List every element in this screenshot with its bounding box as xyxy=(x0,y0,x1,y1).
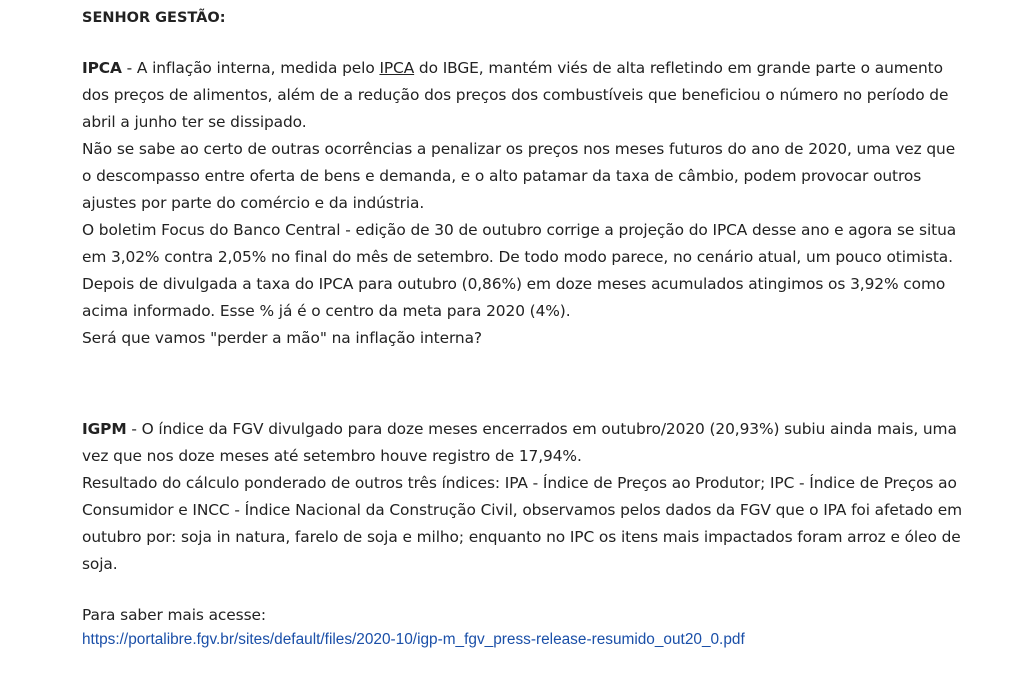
ipca-paragraph-3: O boletim Focus do Banco Central - edição de 30 de outubro corrige a projeção do IPCA desse ano e agora se situa em 3,02% contra 2,05% no final do mês de setembro. De todo modo parece, no cenário atual, um pouco otimista. xyxy=(82,221,957,266)
igpm-paragraph-2: Resultado do cálculo ponderado de outros três índices: IPA - Índice de Preços ao Produtor; IPC - Índice de Preços ao Consumidor e INCC - Índice Nacional da Construção Civil, observamos pelos dados da FGV que o IPA foi afetado em outubro por: soja in natura, farelo de soja e milho; enquanto no IPC os itens mais impactados foram arroz e óleo de soja. xyxy=(82,474,963,573)
ipca-paragraph-1 xyxy=(82,55,962,136)
ipca-term: IPCA xyxy=(379,59,415,77)
ipca-paragraph-2: Não se sabe ao certo de outras ocorrências a penalizar os preços nos meses futuros do ano de 2020, uma vez que o descompasso entre oferta de bens e demanda, e o alto patamar da taxa de câmbio, podem provocar outros ajustes por parte do comércio e da indústria. xyxy=(82,140,956,212)
ipca-section xyxy=(82,55,962,352)
source-link[interactable]: https://portalibre.fgv.br/sites/default/files/2020-10/igp-m_fgv_press-release-resumido_out20_0.pdf xyxy=(82,631,745,648)
read-more-label: Para saber mais acesse: xyxy=(82,606,266,624)
igpm-text-1: - O índice da FGV divulgado para doze meses encerrados em outubro/2020 (20,93%) subiu ainda mais, uma vez que nos doze meses até setembro houve registro de 17,94%. xyxy=(82,420,957,465)
ipca-lead: IPCA xyxy=(82,59,122,77)
ipca-paragraph-4: Depois de divulgada a taxa do IPCA para outubro (0,86%) em doze meses acumulados atingimos os 3,92% como acima informado. Esse % já é o centro da meta para 2020 (4%). xyxy=(82,275,946,320)
page-title: SENHOR GESTÃO: xyxy=(82,10,226,26)
ipca-text-1b: do IBGE, mantém viés de alta refletindo em grande parte o aumento dos preços de alimentos, além de a redução dos preços dos combustíveis que beneficiou o número no período de abril a junho ter se dissipado. xyxy=(82,59,949,131)
document-body xyxy=(82,8,962,651)
igpm-paragraph-1 xyxy=(82,416,962,470)
ipca-text-1a: - A inflação interna, medida pelo xyxy=(121,59,380,77)
igpm-lead: IGPM xyxy=(82,420,127,438)
igpm-section xyxy=(82,416,962,578)
ipca-paragraph-5: Será que vamos "perder a mão" na inflação interna? xyxy=(82,329,482,347)
